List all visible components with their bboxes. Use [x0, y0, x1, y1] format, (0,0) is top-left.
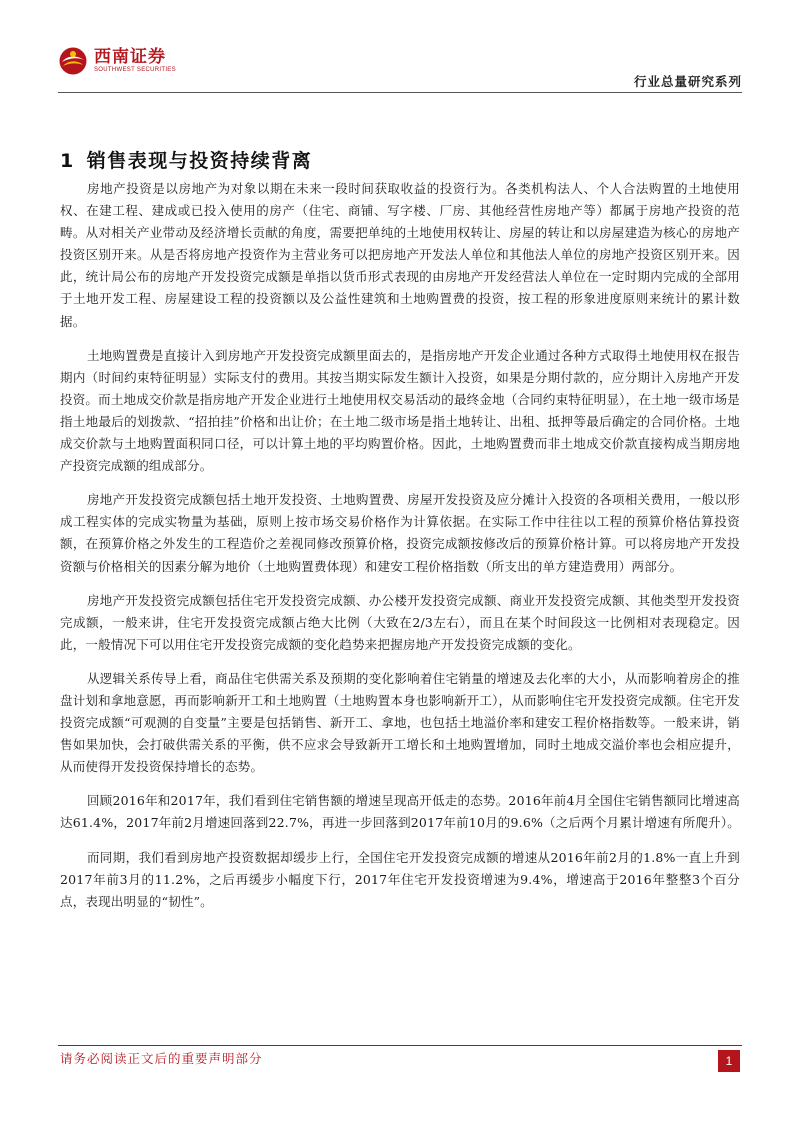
paragraph: 房地产开发投资完成额包括土地开发投资、土地购置费、房屋开发投资及应分摊计入投资的各项相关费用，一般以形成工程实体的完成实物量为基础，原则上按市场交易价格作为计算依据。在实际工作中往往以工程的预算价格估算投资额，在预算价格之外发生的工程造价之差视同修改预算价格，投资完成额按修改后的预算价格计算。可以将房地产开发投资额与价格相关的因素分解为地价（土地购置费体现）和建安工程价格指数（所支出的单方建造费用）两部分。: [60, 492, 740, 574]
header-divider: [58, 92, 742, 93]
brand-logo-icon: [58, 46, 88, 76]
body-text: [60, 178, 740, 925]
paragraph: 从逻辑关系传导上看，商品住宅供需关系及预期的变化影响着住宅销量的增速及去化率的大小，从而影响着房企的推盘计划和拿地意愿，再而影响新开工和土地购置（土地购置本身也影响新开工），从而影响住宅开发投资完成额。住宅开发投资完成额“可观测的自变量”主要是包括销售、新开工、拿地，也包括土地溢价率和建安工程价格指数等。一般来讲，销售如果加快，会打破供需关系的平衡，供不应求会导致新开工增长和土地购置增加，同时土地成交溢价率也会相应提升，从而使得开发投资保持增长的态势。: [60, 670, 740, 775]
paragraph: 回顾2016年和2017年，我们看到住宅销售额的增速呈现高开低走的态势。2016年前4月全国住宅销售额同比增速高达61.4%，2017年前2月增速回落到22.7%，再进一步回落到2017年前10月的9.6%（之后两个月累计增速有所爬升）。: [60, 793, 741, 831]
paragraph: 房地产投资是以房地产为对象以期在未来一段时间获取收益的投资行为。各类机构法人、个人合法购置的土地使用权、在建工程、建成或已投入使用的房产（住宅、商铺、写字楼、厂房、其他经营性房地产等）都属于房地产投资的范畴。从对相关产业带动及经济增长贡献的角度，需要把单纯的土地使用权转让、房屋的转让和以房屋建造为核心的房地产投资区别开来。从是否将房地产投资作为主营业务可以把房地产开发法人单位和其他法人单位的房地产投资区别开来。因此，统计局公布的房地产开发投资完成额是单指以货币形式表现的由房地产开发经营法人单位在一定时期内完成的全部用于土地开发工程、房屋建设工程的投资额以及公益性建筑和土地购置费的投资，按工程的形象进度原则来统计的累计数据。: [60, 181, 740, 329]
footer-divider: [58, 1045, 742, 1046]
section-number: 1: [60, 150, 75, 172]
footer-disclaimer: 请务必阅读正文后的重要声明部分: [60, 1051, 263, 1066]
paragraph: 房地产开发投资完成额包括住宅开发投资完成额、办公楼开发投资完成额、商业开发投资完成额、其他类型开发投资完成额，一般来讲，住宅开发投资完成额占绝大比例（大致在2/3左右），而且在某个时间段这一比例相对表现稳定。因此，一般情况下可以用住宅开发投资完成额的变化趋势来把握房地产开发投资完成额的变化。: [60, 592, 740, 652]
page-number: 1: [718, 1050, 740, 1072]
section-heading: [60, 146, 312, 173]
paragraph: 土地购置费是直接计入到房地产开发投资完成额里面去的，是指房地产开发企业通过各种方式取得土地使用权在报告期内（时间约束特征明显）实际支付的费用。其按当期实际发生额计入投资，如果是分期付款的，应分期计入房地产开发投资。而土地成交价款是指房地产开发企业进行土地使用权交易活动的最终金地（合同约束特征明显），在土地一级市场是指土地最后的划拨款、“招拍挂”价格和出让价；在土地二级市场是指土地转让、出租、抵押等最后确定的合同价格。土地成交价款与土地购置面积同口径，可以计算土地的平均购置价格。因此，土地购置费而非土地成交价款直接构成当期房地产投资完成额的组成部分。: [60, 347, 740, 474]
report-series-label: 行业总量研究系列: [633, 74, 742, 89]
brand-name-en: SOUTHWEST SECURITIES: [94, 67, 176, 73]
paragraph: 而同期，我们看到房地产投资数据却缓步上行，全国住宅开发投资完成额的增速从2016年前2月的1.8%一直上升到2017年前3月的11.2%，之后再缓步小幅度下行，2017年住宅开发投资增速为9.4%，增速高于2016年整整3个百分点，表现出明显的“韧性”。: [60, 849, 740, 909]
section-title: 销售表现与投资持续背离: [86, 150, 313, 172]
page-header: [0, 0, 800, 100]
brand-name-cn: 西南证券: [94, 47, 166, 67]
brand-logo: [58, 46, 176, 76]
